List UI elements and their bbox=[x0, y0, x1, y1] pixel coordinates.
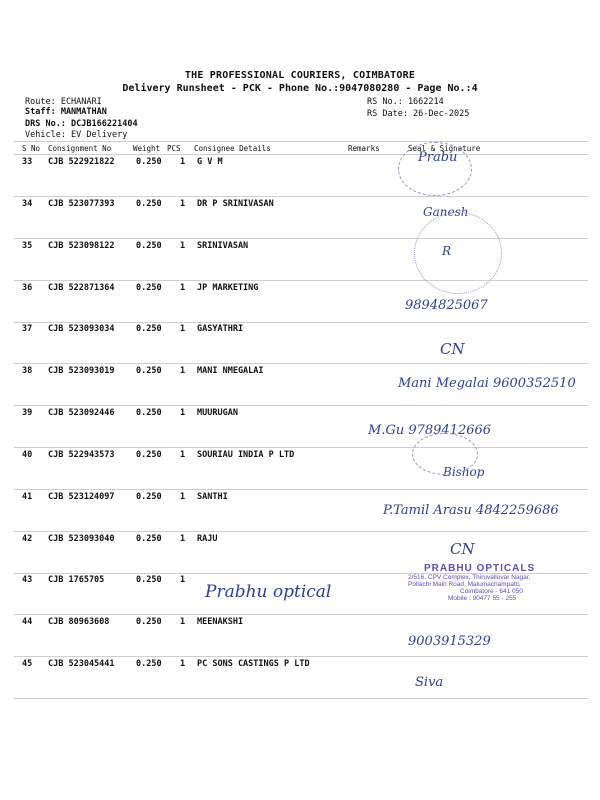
drs-number: DRS No.: DCJB166221404 bbox=[25, 119, 138, 129]
stamp-line-3: Coimbatore - 641 050 bbox=[460, 588, 523, 595]
runsheet-subtitle: Delivery Runsheet - PCK - Phone No.:9047080280 - Page No.:4 bbox=[122, 83, 478, 94]
seal-stamp-2 bbox=[414, 212, 502, 294]
row-consignee: SOURIAU INDIA P LTD bbox=[197, 450, 295, 460]
row-weight: 0.250 bbox=[136, 575, 162, 585]
row-sno: 34 bbox=[22, 199, 33, 209]
row-signature-note: Prabu bbox=[418, 150, 458, 165]
col-seal-signature: Seal & Signature bbox=[408, 144, 481, 153]
row-pcs: 1 bbox=[180, 324, 186, 334]
row-pcs: 1 bbox=[180, 659, 186, 669]
row-signature-note: P.Tamil Arasu 4842259686 bbox=[383, 503, 559, 518]
route: Route: ECHANARI bbox=[25, 97, 102, 107]
row-sno: 35 bbox=[22, 241, 33, 251]
row-divider bbox=[14, 656, 588, 657]
row-consignee: MEENAKSHI bbox=[197, 617, 244, 627]
row-sno: 39 bbox=[22, 408, 33, 418]
row-weight: 0.250 bbox=[136, 366, 162, 376]
row-consignee: SRINIVASAN bbox=[197, 241, 249, 251]
stamp-line-4: Mobile : 90477 55 - 255 bbox=[448, 595, 517, 602]
col-consignment: Consignment No bbox=[48, 144, 112, 153]
row-pcs: 1 bbox=[180, 157, 186, 167]
row-signature-note: CN bbox=[450, 540, 475, 558]
row-consignee: JP MARKETING bbox=[197, 283, 259, 293]
row-pcs: 1 bbox=[180, 283, 186, 293]
row-weight: 0.250 bbox=[136, 492, 162, 502]
row-sno: 43 bbox=[22, 575, 33, 585]
row-pcs: 1 bbox=[180, 408, 186, 418]
rs-number: RS No.: 1662214 bbox=[367, 97, 444, 107]
row-weight: 0.250 bbox=[136, 408, 162, 418]
row-pcs: 1 bbox=[180, 534, 186, 544]
seal-stamp-3 bbox=[412, 433, 478, 475]
row-weight: 0.250 bbox=[136, 157, 162, 167]
row-divider bbox=[14, 489, 588, 490]
row-signature-note: M.Gu 9789412666 bbox=[368, 423, 492, 438]
row-sno: 41 bbox=[22, 492, 33, 502]
company-title: THE PROFESSIONAL COURIERS, COIMBATORE bbox=[184, 70, 416, 81]
col-consignee: Consignee Details bbox=[194, 144, 271, 153]
row-divider bbox=[14, 280, 588, 281]
row-consignee: MANI NMEGALAI bbox=[197, 366, 264, 376]
row-pcs: 1 bbox=[180, 366, 186, 376]
row-pcs: 1 bbox=[180, 199, 186, 209]
row-sno: 42 bbox=[22, 534, 33, 544]
row-divider bbox=[14, 363, 588, 364]
header-bottom-rule bbox=[14, 154, 588, 155]
row-weight: 0.250 bbox=[136, 450, 162, 460]
row-sno: 38 bbox=[22, 366, 33, 376]
stamp-line-2: Pollachi Main Road, Malumachampatti, bbox=[408, 581, 521, 588]
row-sno: 44 bbox=[22, 617, 33, 627]
row-signature-note: Bishop bbox=[443, 465, 485, 479]
row-consignee: PC SONS CASTINGS P LTD bbox=[197, 659, 310, 669]
stamp-name: PRABHU OPTICALS bbox=[424, 563, 536, 574]
row-signature-note: R bbox=[442, 244, 452, 258]
row-weight: 0.250 bbox=[136, 659, 162, 669]
prabhu-opticals-stamp bbox=[408, 563, 580, 629]
row-consignment-no: CJB 523045441 bbox=[48, 659, 115, 669]
row-consignment-no: CJB 1765705 bbox=[48, 575, 105, 585]
row-consignment-no: CJB 523077393 bbox=[48, 199, 115, 209]
row-signature-note: 9894825067 bbox=[405, 298, 488, 313]
row-consignment-no: CJB 80963608 bbox=[48, 617, 110, 627]
row-consignment-no: CJB 523093019 bbox=[48, 366, 115, 376]
row-consignment-no: CJB 523092446 bbox=[48, 408, 115, 418]
row-consignment-no: CJB 523093040 bbox=[48, 534, 115, 544]
row-sno: 40 bbox=[22, 450, 33, 460]
row-pcs: 1 bbox=[180, 450, 186, 460]
row-consignment-no: CJB 523098122 bbox=[48, 241, 115, 251]
row-signature-note: Prabhu optical bbox=[205, 582, 332, 602]
row-pcs: 1 bbox=[180, 575, 186, 585]
row-consignee: MUURUGAN bbox=[197, 408, 238, 418]
row-sno: 33 bbox=[22, 157, 33, 167]
row-weight: 0.250 bbox=[136, 241, 162, 251]
header-top-rule bbox=[14, 141, 588, 142]
row-signature-note: Siva bbox=[415, 675, 444, 690]
row-consignment-no: CJB 523093034 bbox=[48, 324, 115, 334]
row-divider bbox=[14, 531, 588, 532]
col-remarks: Remarks bbox=[348, 144, 380, 153]
row-consignment-no: CJB 522871364 bbox=[48, 283, 115, 293]
seal-stamp-1 bbox=[398, 142, 472, 196]
row-consignee: G V M bbox=[197, 157, 223, 167]
row-consignee: RAJU bbox=[197, 534, 218, 544]
row-divider bbox=[14, 698, 588, 699]
row-pcs: 1 bbox=[180, 492, 186, 502]
row-divider bbox=[14, 447, 588, 448]
row-consignee: SANTHI bbox=[197, 492, 228, 502]
row-consignee: DR P SRINIVASAN bbox=[197, 199, 274, 209]
row-sno: 36 bbox=[22, 283, 33, 293]
rs-date: RS Date: 26-Dec-2025 bbox=[367, 109, 470, 119]
row-sno: 37 bbox=[22, 324, 33, 334]
row-weight: 0.250 bbox=[136, 283, 162, 293]
row-divider bbox=[14, 196, 588, 197]
col-weight: Weight bbox=[133, 144, 161, 153]
row-weight: 0.250 bbox=[136, 617, 162, 627]
row-consignment-no: CJB 522921822 bbox=[48, 157, 115, 167]
row-signature-note: Mani Megalai 9600352510 bbox=[398, 376, 576, 391]
row-divider bbox=[14, 405, 588, 406]
row-divider bbox=[14, 238, 588, 239]
row-consignment-no: CJB 522943573 bbox=[48, 450, 115, 460]
row-consignee: GASYATHRI bbox=[197, 324, 244, 334]
vehicle: Vehicle: EV Delivery bbox=[25, 130, 128, 140]
row-pcs: 1 bbox=[180, 617, 186, 627]
row-signature-note: Ganesh bbox=[423, 205, 469, 219]
row-consignment-no: CJB 523124097 bbox=[48, 492, 115, 502]
row-sno: 45 bbox=[22, 659, 33, 669]
row-signature-note: CN bbox=[440, 340, 465, 358]
row-weight: 0.250 bbox=[136, 534, 162, 544]
row-pcs: 1 bbox=[180, 241, 186, 251]
stamp-line-1: 2/516, CPV Complex, Thiruvalluvar Nagar, bbox=[408, 574, 531, 581]
col-sno: S No bbox=[22, 144, 41, 153]
staff: Staff: MANMATHAN bbox=[25, 107, 107, 117]
row-divider bbox=[14, 322, 588, 323]
row-weight: 0.250 bbox=[136, 324, 162, 334]
row-weight: 0.250 bbox=[136, 199, 162, 209]
col-pcs: PCS bbox=[167, 144, 181, 153]
row-signature-note: 9003915329 bbox=[408, 634, 491, 649]
